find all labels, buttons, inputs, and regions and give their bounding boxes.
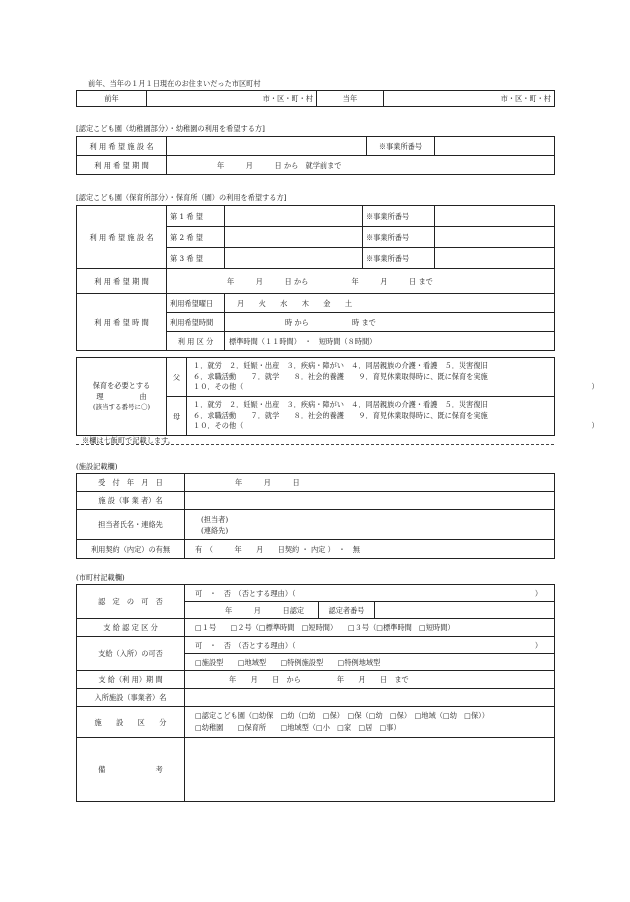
mother-reasons-line1: １．就労 ２．妊娠・出産 ３．疾病・障がい ４．同居親族の介護・看護 ５．災害復旧	[193, 400, 488, 410]
city-entry-table	[76, 584, 555, 802]
father-reasons-line3: １０．その他（ ）	[193, 382, 599, 392]
fe-facility-field[interactable]	[185, 492, 555, 510]
nursery-period-label: 利 用 希 望 期 間	[77, 269, 167, 294]
facility-type-line2: □幼稚園 □保育所 □地域型（□小 □家 □居 □事）	[195, 723, 401, 732]
days-label: 利用希望曜日	[167, 294, 225, 313]
mother-label: 母	[167, 397, 187, 436]
choice-1-label: 第 1 希 望	[167, 206, 225, 227]
city-entry-heading: (市町村記載欄)	[76, 573, 125, 582]
office-note: ※欄は七飯町で記載します。	[82, 436, 175, 445]
approver-label: 認定者番号	[319, 602, 375, 619]
reason-label-line1: 保育を必要とする	[92, 381, 151, 390]
hours-field[interactable]: 時 から 時 まで	[225, 313, 555, 332]
facility-type-label: 施 設 区 分	[77, 707, 185, 738]
kindergarten-table	[76, 136, 555, 175]
kg-facility-label: 利 用 希 望 施 設 名	[77, 137, 167, 156]
nursery-period-field[interactable]: 年 月 日 から 年 月 日 まで	[167, 269, 555, 294]
category-label: 利 用 区 分	[167, 332, 225, 351]
choice-3-office-field[interactable]	[435, 248, 555, 269]
father-reasons-line2: ６．求職活動 ７．就学 ８．社会的養護 ９．育児休業取得時に、既に保育を実施	[193, 371, 488, 381]
admission-type-field[interactable]: □施設型 □地域型 □特例施設型 □特例地域型	[185, 654, 555, 671]
facility-type-line1: □認定こども園（□幼保 □幼（□幼 □保） □保（□幼 □保） □地域（□幼 □保））	[195, 711, 489, 720]
reason-label-line2: 理 由	[96, 392, 147, 401]
admit-facility-field[interactable]	[185, 689, 555, 707]
admission-choice: 可 ・ 否 （否とする理由）（	[195, 640, 296, 650]
approver-field[interactable]	[375, 602, 555, 619]
category-field[interactable]: 標準時間（１１時間） ・ 短時間（８時間）	[225, 332, 555, 351]
approval-label: 認 定 の 可 否	[77, 585, 185, 619]
approval-date-field[interactable]: 年 月 日認定	[185, 602, 319, 619]
kg-office-no-field[interactable]	[435, 137, 555, 156]
admission-label: 支給（入所）の可否	[77, 637, 185, 671]
curr-year-city[interactable]: 市・区・町・村	[384, 91, 555, 107]
nursery-table	[76, 205, 555, 351]
contact-phone: (連絡先)	[201, 525, 229, 535]
reason-table	[76, 357, 599, 436]
received-label: 受 付 年 月 日	[77, 474, 185, 492]
contact-label: 担当者氏名・連絡先	[77, 510, 185, 540]
kg-period-field[interactable]: 年 月 日 から 就学前まで	[167, 156, 555, 175]
contract-field[interactable]: 有 （ 年 月 日契約 ・ 内定 ） ・ 無	[185, 540, 555, 559]
supply-period-field[interactable]: 年 月 日 から 年 月 日 まで	[185, 671, 555, 689]
mother-reasons-line2: ６．求職活動 ７．就学 ８．社会的養護 ９．育児休業取得時に、既に保育を実施	[193, 410, 488, 420]
father-reasons-line1: １．就労 ２．妊娠・出産 ３．疾病・障がい ４．同居親族の介護・看護 ５．災害復旧	[193, 361, 488, 371]
nursery-facility-label: 利 用 希 望 施 設 名	[77, 206, 167, 269]
facility-entry-table	[76, 473, 555, 559]
mother-reasons[interactable]	[187, 397, 599, 436]
curr-year-label: 当年	[317, 91, 384, 107]
admission-field[interactable]	[185, 637, 555, 654]
received-field[interactable]: 年 月 日	[185, 474, 555, 492]
nursery-heading: [認定こども園（保育所部分）・保育所（園）の利用を希望する方]	[76, 193, 287, 202]
choice-3-field[interactable]	[225, 248, 363, 269]
nursery-time-label: 利 用 希 望 時 間	[77, 294, 167, 351]
father-reasons[interactable]	[187, 358, 599, 397]
residence-caption: 前年、当年の１月１日現在のお住まいだった市区町村	[88, 79, 261, 88]
approval-choice: 可 ・ 否 （否とする理由）（	[195, 588, 296, 598]
choice-2-label: 第 2 希 望	[167, 227, 225, 248]
approval-close: ）	[534, 589, 543, 598]
choice-3-label: 第 3 希 望	[167, 248, 225, 269]
reason-label-line3: (該当する番号に〇)	[92, 403, 151, 411]
admission-close: ）	[534, 641, 543, 650]
father-other: １０．その他（	[193, 382, 244, 392]
fe-facility-label: 施 設（事 業 者）名	[77, 492, 185, 510]
supply-period-label: 支 給（利 用）期 間	[77, 671, 185, 689]
cert-category-label: 支 給 認 定 区 分	[77, 619, 185, 637]
cut-line	[76, 444, 554, 445]
facility-type-field[interactable]	[185, 707, 555, 738]
choice-3-office-label: ※事業所番号	[363, 248, 435, 269]
kg-period-label: 利 用 希 望 期 間	[77, 156, 167, 175]
remarks-label: 備 考	[77, 738, 185, 802]
contact-field[interactable]	[185, 510, 555, 540]
choice-1-office-label: ※事業所番号	[363, 206, 435, 227]
mother-reasons-line3: １０．その他（ ）	[193, 421, 599, 431]
kg-office-no-label: ※事業所番号	[367, 137, 435, 156]
prev-year-city[interactable]: 市・区・町・村	[147, 91, 317, 107]
choice-1-office-field[interactable]	[435, 206, 555, 227]
choice-1-field[interactable]	[225, 206, 363, 227]
contact-person: (担当者)	[201, 514, 229, 524]
contract-label: 利用契約（内定）の有無	[77, 540, 185, 559]
kindergarten-heading: [認定こども園（幼稚園部分）・幼稚園の利用を希望する方]	[76, 124, 265, 133]
father-label: 父	[167, 358, 187, 397]
approval-field[interactable]	[185, 585, 555, 602]
choice-2-office-field[interactable]	[435, 227, 555, 248]
cert-category-field[interactable]: □１号 □２号（□標準時間 □短時間） □３号（□標準時間 □短時間）	[185, 619, 555, 637]
facility-entry-heading: (施設記載欄)	[76, 462, 118, 471]
reason-label	[77, 358, 167, 436]
days-field[interactable]: 月 火 水 木 金 土	[225, 294, 555, 313]
kg-facility-field[interactable]	[167, 137, 367, 156]
remarks-field[interactable]	[185, 738, 555, 802]
mother-other: １０．その他（	[193, 421, 244, 431]
hours-label: 利用希望時間	[167, 313, 225, 332]
choice-2-office-label: ※事業所番号	[363, 227, 435, 248]
choice-2-field[interactable]	[225, 227, 363, 248]
admit-facility-label: 入所施設（事業者）名	[77, 689, 185, 707]
residence-table	[76, 90, 555, 107]
prev-year-label: 前年	[77, 91, 147, 107]
